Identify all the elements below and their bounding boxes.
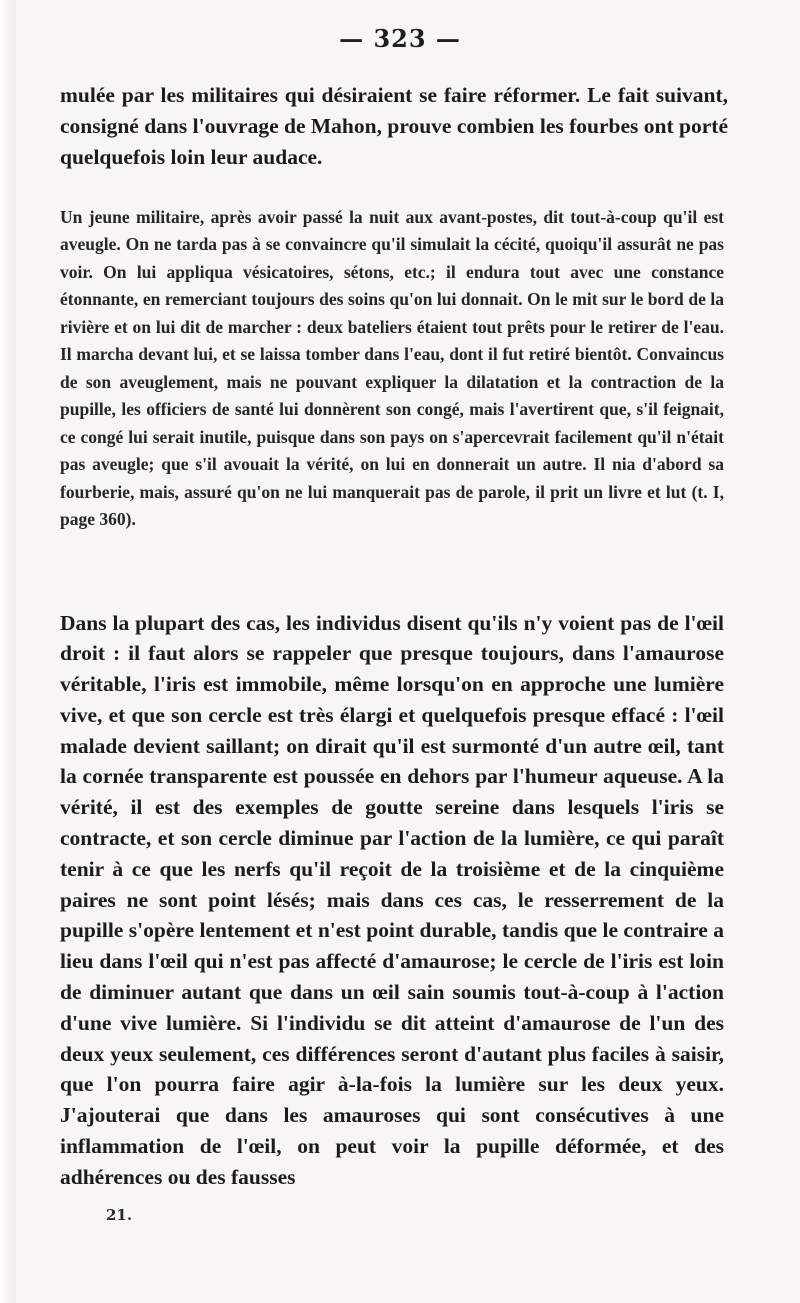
main-paragraph: Dans la plupart des cas, les individus disent qu'ils n'y voient pas de l'œil droit : il faut alors se rappeler que presque toujours, dans l'amaurose véritable, l'iris est immobile, même lorsqu'on en approche une lumière vive, et que son cercle est très élargi et quelquefois presque effacé : l'œil malade devient saillant; on dirait qu'il est surmonté d'un autre œil, tant la cornée transparente est poussée en dehors par l'humeur aqueuse. A la vérité, il est des exemples de goutte sereine dans lesquels l'iris se contracte, et son cercle diminue par l'action de la lumière, ce qui paraît tenir à ce que les nerfs qu'il reçoit de la troisième et de la cinquième paires ne sont point lésés; mais dans ces cas, le resserrement de la pupille s'opère lentement et n'est point durable, tandis que le contraire a lieu dans l'œil qui n'est pas affecté d'amaurose; le cercle de l'iris est loin de diminuer autant que dans un œil sain soumis tout-à-coup à l'action d'une vive lumière. Si l'individu se dit atteint d'amaurose de l'un des deux yeux seulement, ces différences seront d'autant plus faciles à saisir, que l'on pourra faire agir à-la-fois la lumière sur les deux yeux. J'ajouterai que dans les amauroses qui sont consécutives à une inflammation de l'œil, on peut voir la pupille déformée, et des adhérences ou des fausses [60,610,724,1189]
page-margin-edge [0,0,16,1303]
signature-mark: 21. [106,1206,133,1224]
page-number: — 323 — [339,24,461,53]
intro-paragraph: mulée par les militaires qui désiraient se faire réformer. Le fait suivant, consigné dans l'ouvrage de Mahon, prouve combien les fourbes ont porté quelquefois loin leur audace. [60,82,728,169]
quoted-case-paragraph: Un jeune militaire, après avoir passé la nuit aux avant-postes, dit tout-à-coup qu'il est aveugle. On ne tarda pas à se convaincre qu'il simulait la cécité, quoiqu'il assurât ne pas voir. On lui appliqua vésicatoires, sétons, etc.; il endura tout avec une constance étonnante, en remerciant toujours des soins qu'on lui donnait. On le mit sur le bord de la rivière et on lui dit de marcher : deux bateliers étaient tout prêts pour le retirer de l'eau. Il marcha devant lui, et se laissa tomber dans l'eau, dont il fut retiré bientôt. Convaincus de son aveuglement, mais ne pouvant expliquer la dilatation et la contraction de la pupille, les officiers de santé lui donnèrent son congé, mais l'avertirent que, s'il feignait, ce congé lui serait inutile, puisque dans son pays on s'apercevrait facilement qu'il n'était pas aveugle; que s'il avouait la vérité, on lui en donnerait un autre. Il nia d'abord sa fourberie, mais, assuré qu'on ne lui manquerait pas de parole, il prit un livre et lut (t. I, page 360). [60,206,724,529]
